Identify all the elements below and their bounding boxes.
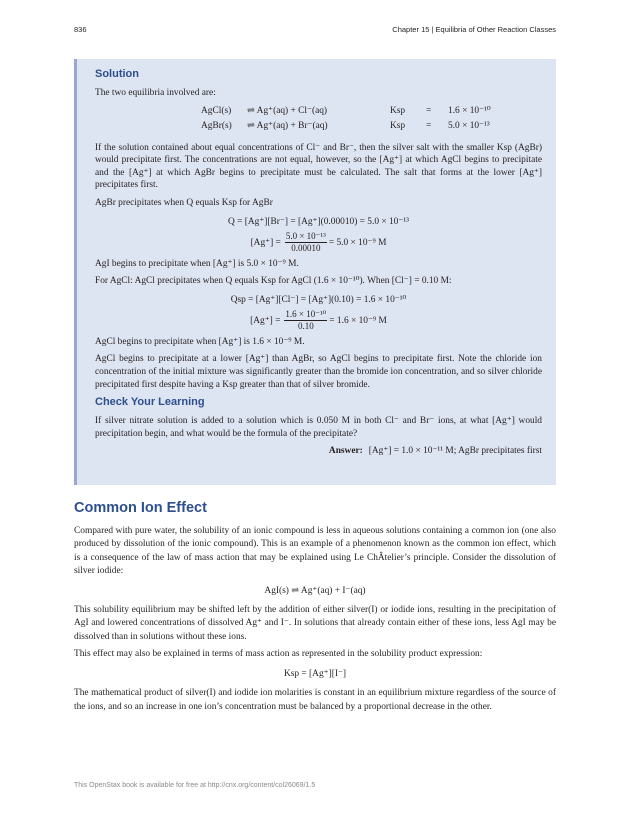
agcl-result: AgCl begins to precipitate when [Ag⁺] is 1.6 × 10⁻⁹ M. [95, 336, 305, 347]
example-solution-box [74, 59, 556, 485]
solution-paragraph-1: If the solution contained about equal concentrations of Cl⁻ and Br⁻, then the silver salt with the smaller Ksp (AgBr) would precipitate first. The concentrations are not equal, however, so the [Ag⁺] at which AgCl begins to precipitate and the [Ag⁺] at which AgBr begins to precipitate must be calculated. The salt that forms at the lower [Ag⁺] precipitates first. [95, 142, 542, 191]
agbr-denominator: 0.00010 [291, 242, 321, 253]
eq2-reaction: ⇌ Ag⁺(aq) + Br⁻(aq) [247, 120, 328, 131]
section-paragraph-2: This solubility equilibrium may be shifted left by the addition of either silver(I) or iodide ions, resulting in the precipitation of AgI and lowered concentrations of dissolved Ag⁺ and I⁻. In solutions that already contain either of these ions, less AgI may be dissolved than in solutions without these ions. [74, 605, 556, 642]
agcl-intro: For AgCl: AgCl precipitates when Q equals Ksp for AgCl (1.6 × 10⁻¹⁰). When [Cl⁻] = 0.10 M: [95, 276, 452, 287]
agbr-fraction-equation [95, 231, 542, 254]
agcl-fraction [284, 309, 327, 332]
agcl-fraction-equation [95, 309, 542, 332]
common-ion-section [74, 500, 556, 718]
check-learning-question: If silver nitrate solution is added to a solution which is 0.050 M in both Cl⁻ and Br⁻ ions, at what [Ag⁺] would precipitation begin, and what would be the formula of the precipitate? [95, 416, 542, 439]
eq2-equals: = [426, 120, 432, 131]
agcl-fraction-lhs: [Ag⁺] = [250, 315, 281, 326]
agbr-fraction [285, 231, 327, 254]
agbr-fraction-rhs: = 5.0 × 10⁻⁹ M [328, 237, 387, 248]
section-paragraph-1: Compared with pure water, the solubility of an ionic compound is less in aqueous solutions containing a common ion (one also produced by dissolution of the ionic compound). This is an example of a phenomenon known as the common ion effect, which is a consequence of the law of mass action that may be explained using Le ChÂtelier’s principle. Consider the dissolution of silver iodide: [74, 526, 556, 576]
solution-intro: The two equilibria involved are: [95, 88, 216, 98]
eq1-equals: = [426, 105, 432, 116]
section-title: Common Ion Effect [74, 500, 207, 516]
eq2-lhs: AgBr(s) [201, 120, 232, 131]
agbr-result: AgI begins to precipitate when [Ag⁺] is 5.0 × 10⁻⁹ M. [95, 258, 299, 269]
chapter-title: Chapter 15 | Equilibria of Other Reaction Classes [392, 25, 556, 34]
agcl-fraction-rhs: = 1.6 × 10⁻⁹ M [329, 315, 387, 326]
agbr-intro: AgBr precipitates when Q equals Ksp for AgBr [95, 197, 273, 208]
answer-text: [Ag⁺] = 1.0 × 10⁻¹¹ M; AgBr precipitates first [368, 446, 542, 457]
equilibria-block [95, 105, 542, 135]
section-paragraph-3: This effect may also be explained in terms of mass action as represented in the solubility product expression: [74, 649, 483, 660]
equilibrium-agbr [201, 120, 542, 135]
agbr-numerator: 5.0 × 10⁻¹³ [285, 230, 326, 241]
eq1-reaction: ⇌ Ag⁺(aq) + Cl⁻(aq) [247, 105, 328, 116]
solution-conclusion: AgCl begins to precipitate at a lower [Ag⁺] than AgBr, so AgCl begins to precipitate first. Note the chloride ion concentration of the initial mixture was significantly greater than the bromide ion concentration, and so silver chloride precipitated first despite having a Ksp greater than that of silver bromide. [95, 354, 542, 390]
check-learning-heading: Check Your Learning [95, 396, 205, 409]
agbr-fraction-lhs: [Ag⁺] = [250, 237, 281, 248]
q-equation: Q = [Ag⁺][Br⁻] = [Ag⁺](0.00010) = 5.0 × 10⁻¹³ [228, 216, 409, 227]
agi-equilibrium: AgI(s) ⇌ Ag⁺(aq) + I⁻(aq) [264, 586, 366, 597]
eq1-value: 1.6 × 10⁻¹⁰ [448, 105, 491, 116]
check-learning-answer [95, 445, 542, 456]
solution-heading: Solution [95, 68, 139, 80]
section-paragraph-4: The mathematical product of silver(I) and iodide ion molarities is constant in an equilibrium mixture regardless of the source of the ions, and so an increase in one ion’s concentration must be balanced by a proportional decrease in the other. [74, 688, 556, 712]
qsp-equation: Qsp = [Ag⁺][Cl⁻] = [Ag⁺](0.10) = 1.6 × 10⁻¹⁰ [230, 294, 407, 305]
page-number: 836 [74, 25, 87, 34]
equilibrium-agcl [201, 105, 542, 120]
answer-label: Answer: [328, 446, 363, 457]
ksp-expression: Ksp = [Ag⁺][I⁻] [283, 669, 347, 680]
agcl-numerator: 1.6 × 10⁻¹⁰ [285, 308, 327, 319]
footer-note: This OpenStax book is available for free at http://cnx.org/content/col26069/1.5 [74, 782, 316, 789]
eq2-value: 5.0 × 10⁻¹³ [448, 120, 490, 131]
agcl-denominator: 0.10 [297, 320, 314, 331]
eq1-ksp: Ksp [390, 105, 406, 116]
eq1-lhs: AgCl(s) [201, 105, 232, 116]
eq2-ksp: Ksp [390, 120, 406, 131]
